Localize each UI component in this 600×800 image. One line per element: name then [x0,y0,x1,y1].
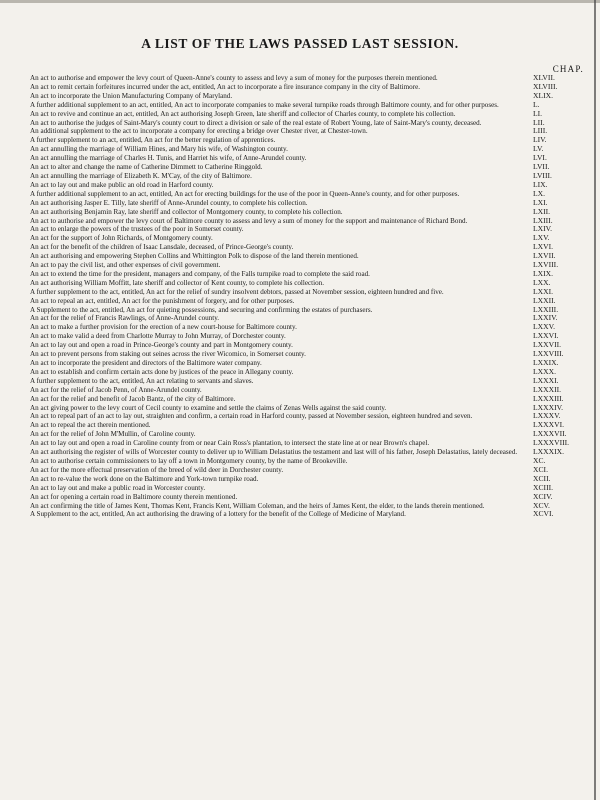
law-entry [30,341,590,350]
law-title: An act to prevent persons from staking out seines across the river Wicomico, in Somerset county. [30,350,306,359]
law-entry [30,297,590,306]
law-title: An act giving power to the levy court of Cecil county to examine and settle the claims of Zenas Wells against the said county. [30,403,387,412]
chapter-number: LXVIII. [533,260,559,270]
law-entry [30,208,590,217]
law-title: An act to enlarge the powers of the trustees of the poor in Somerset county. [30,225,244,234]
law-title: An act authorising the register of wills of Worcester county to deliver up to William Delastatius the testament and last will of his father, Joseph Delastatius, lately deceased. [30,448,518,457]
law-title: A further supplement to the act, entitled, An act for the relief of sundry insolvent debtors, passed at November session, eighteen hundred and five. [30,287,444,296]
chapter-number: LXXXVII. [533,429,567,439]
chapter-number: LXI. [533,197,548,207]
law-title: An act authorising Jasper E. Tilly, late sheriff of Anne-Arundel county, to complete his collection. [30,198,308,207]
law-entry [30,350,590,359]
law-entry [30,439,590,448]
chapter-number: LXXI. [533,286,554,296]
law-entry [30,323,590,332]
law-entry [30,430,590,439]
law-title: An act for the support of John Richards, of Montgomery county. [30,234,213,243]
chapter-number: LXXXV. [533,411,561,421]
law-entry [30,74,590,83]
chapter-column-header: CHAP. [552,64,584,74]
chapter-number: LXXXVIII. [533,438,570,448]
chapter-number: LVI. [533,153,547,163]
law-entry [30,359,590,368]
chapter-number: LXXXVI. [533,420,565,430]
law-title: An act to authorise certain commissioners to lay off a town in Montgomery county, by the name of Brookeville. [30,456,348,465]
law-title: An act to make valid a deed from Charlotte Murray to John Murray, of Dorchester county. [30,332,286,341]
law-title: An act annulling the marriage of Elizabeth K. M'Cay, of the city of Baltimore. [30,171,252,180]
law-entry [30,92,590,101]
chapter-number: LX. [533,188,546,198]
chapter-number: XCI. [533,464,548,474]
law-title: A Supplement to the act, entitled, An act for quieting possessions, and securing and confirming the estates of purchasers. [30,305,373,314]
law-entry [30,243,590,252]
chapter-number: LVII. [533,162,550,172]
law-title: An act to repeal part of an act to lay out, straighten and confirm, a certain road in Harford county, passed at November session, eighteen hundred and seven. [30,412,473,421]
law-title: An act to lay out and make a public road in Worcester county. [30,483,206,492]
chapter-number: XCIV. [533,491,553,501]
chapter-number: LXIII. [533,215,553,225]
law-entry [30,252,590,261]
law-entry [30,83,590,92]
law-title: An act for the relief and benefit of Jacob Bantz, of the city of Baltimore. [30,394,236,403]
chapter-number: LXXXI. [533,375,559,385]
law-entry [30,181,590,190]
law-title: An act to re-value the work done on the Baltimore and York-town turnpike road. [30,474,259,483]
law-title: An act to incorporate the Union Manufacturing Company of Maryland. [30,91,233,100]
law-entry [30,510,590,519]
law-entry [30,119,590,128]
law-entry [30,190,590,199]
chapter-number: XLVIII. [533,81,558,91]
law-entry [30,502,590,511]
law-entry [30,448,590,457]
law-entry [30,484,590,493]
chapter-number: XCVI. [533,509,554,519]
law-title: An act to repeal an act, entitled, An act for the punishment of forgery, and for other purposes. [30,296,295,305]
law-title: A Supplement to the act, entitled, An act authorising the drawing of a lottery for the benefit of the College of Medicine of Maryland. [30,510,406,519]
law-title: An act to authorise the judges of Saint-Mary's county court to direct a division or sale of the real estate of Robert Young, late of Saint-Mary's county, deceased. [30,118,482,127]
page-title: A LIST OF THE LAWS PASSED LAST SESSION. [141,36,459,51]
chapter-number: LIV. [533,135,547,145]
chapter-number: LXXVI. [533,331,559,341]
law-title: An act for the relief of John M'Mullin, of Caroline county. [30,430,196,439]
chapter-number: LXXXII. [533,384,562,394]
law-entry [30,306,590,315]
page-top-edge [0,0,600,3]
law-entry [30,386,590,395]
law-entry [30,475,590,484]
chapter-number: LXXX. [533,366,556,376]
law-entry [30,493,590,502]
law-title: An act to alter and change the name of Catherine Dimmett to Catherine Ringgold. [30,163,263,172]
law-entry [30,217,590,226]
chapter-number: LXXXIV. [533,402,564,412]
law-title: An act for the relief of Francis Rawlings, of Anne-Arundel county. [30,314,220,323]
law-title: A further additional supplement to an act, entitled, An act for erecting buildings for the use of the poor in Queen-Anne's county, and for other purposes. [30,189,460,198]
law-entry [30,279,590,288]
law-title: An act for the benefit of the children of Isaac Lansdale, deceased, of Prince-George's county. [30,243,294,252]
chapter-number: XCII. [533,473,551,483]
law-entry [30,163,590,172]
law-title: An act to extend the time for the president, managers and company, of the Falls turnpike road to complete the said road. [30,269,370,278]
law-entry [30,457,590,466]
law-title: An act to lay out and make public an old road in Harford county. [30,180,214,189]
law-entry [30,145,590,154]
law-title: An act annulling the marriage of William Hines, and Mary his wife, of Washington county. [30,145,288,154]
law-title: An act to pay the civil list, and other expenses of civil government. [30,261,221,270]
law-title: An act to make a further provision for the erection of a new court-house for Baltimore county. [30,323,297,332]
law-entry [30,261,590,270]
law-entry [30,127,590,136]
law-title: An act to authorise and empower the levy court of Baltimore county to assess and levy a sum of money for the support and maintenance of Richard Bond. [30,216,468,225]
law-title: An act to incorporate the president and directors of the Baltimore water company. [30,359,262,367]
law-title: An act to establish and confirm certain acts done by justices of the peace in Allegany county. [30,367,294,376]
chapter-number: LXXXIX. [533,447,565,457]
chapter-number: LXXIV. [533,313,558,323]
laws-list [30,74,590,519]
law-entry [30,154,590,163]
chapter-number: XCIII. [533,482,554,492]
chapter-number: LIX. [533,179,548,189]
chapter-number: LXXIII. [533,304,559,314]
law-title: An act to authorise and empower the levy court of Queen-Anne's county to assess and levy a sum of money for the purposes therein mentioned. [30,74,438,82]
law-title: A further supplement to the act, entitled, An act relating to servants and slaves. [30,376,254,385]
law-title: An act authorising and empowering Stephen Collins and Whittington Polk to dispose of the land therein mentioned. [30,252,359,261]
law-entry [30,412,590,421]
law-title: An act to remit certain forfeitures incurred under the act, entitled, An act to incorporate a fire insurance company in the city of Baltimore. [30,82,421,91]
law-title: An act for the relief of Jacob Penn, of Anne-Arundel county. [30,385,202,394]
chapter-number: LXVII. [533,251,556,261]
chapter-number: LXVI. [533,242,554,252]
law-entry [30,136,590,145]
chapter-number: LI. [533,108,543,118]
law-title: An act authorising William Moffitt, late sheriff and collector of Kent county, to complete his collection. [30,278,324,287]
chapter-number: LXXVII. [533,340,562,350]
chapter-number: XCV. [533,500,550,510]
chapter-number: LXII. [533,206,551,216]
law-title: An act to revive and continue an act, entitled, An act authorising Joseph Green, late sheriff and collector of Charles county, to complete his collection. [30,109,456,118]
law-entry [30,404,590,413]
chapter-number: XLIX. [533,90,554,100]
law-entry [30,368,590,377]
law-entry [30,199,590,208]
chapter-number: LXIX. [533,268,554,278]
chapter-number: LV. [533,144,544,154]
chapter-number: LIII. [533,126,548,136]
law-title: An act annulling the marriage of Charles H. Tunis, and Harriet his wife, of Anne-Arundel county. [30,154,307,163]
law-entry [30,225,590,234]
chapter-number: LXXXIII. [533,393,564,403]
chapter-number: LII. [533,117,545,127]
law-title: An act to repeal the act therein mentioned. [30,421,151,430]
law-title: An act authorising Benjamin Ray, late sheriff and collector of Montgomery county, to complete his collection. [30,207,343,216]
chapter-number: XLVII. [533,73,555,82]
law-entry [30,332,590,341]
law-entry [30,466,590,475]
law-title: An act to lay out and open a road in Prince-George's county and part in Montgomery county. [30,341,293,350]
law-title: A further additional supplement to an act, entitled, An act to incorporate companies to make several turnpike roads through Baltimore county, and for other purposes. [30,100,499,109]
law-entry [30,110,590,119]
chapter-number: LXIV. [533,224,553,234]
law-title: An additional supplement to the act to incorporate a company for erecting a bridge over Chester river, at Chester-town. [30,127,368,136]
law-entry [30,395,590,404]
law-entry [30,172,590,181]
law-entry [30,288,590,297]
law-title: An act for opening a certain road in Baltimore county therein mentioned. [30,492,238,501]
page-right-edge [594,0,596,800]
law-entry [30,234,590,243]
law-entry [30,270,590,279]
law-title: An act for the more effectual preservation of the breed of wild deer in Dorchester county. [30,465,284,474]
law-title: A further supplement to an act, entitled, An act for the better regulation of apprentices. [30,136,276,145]
law-entry [30,377,590,386]
law-title: An act to lay out and open a road in Caroline county from or near Cain Ross's plantation, to intersect the state line at or near Brown's chapel. [30,439,430,448]
chapter-number: LXXV. [533,322,556,332]
chapter-number: LXX. [533,277,551,287]
law-entry [30,314,590,323]
law-title: An act confirming the title of James Kent, Thomas Kent, Francis Kent, William Coleman, and the heirs of James Kent, the elder, to the lands therein mentioned. [30,501,485,510]
law-entry [30,421,590,430]
chapter-number: L. [533,99,540,109]
chapter-number: LVIII. [533,170,552,180]
law-entry [30,101,590,110]
chapter-number: LXXIX. [533,358,559,367]
chapter-number: LXXVIII. [533,349,564,359]
chapter-number: XC. [533,455,546,465]
chapter-number: LXXII. [533,295,556,305]
chapter-number: LXV. [533,233,550,243]
